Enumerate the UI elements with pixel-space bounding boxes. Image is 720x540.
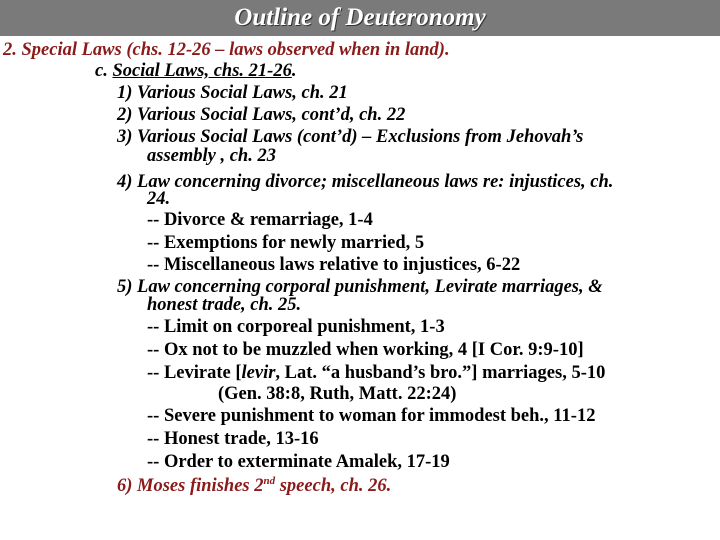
item-6-pre: 6) Moses finishes 2	[117, 476, 264, 496]
item-4-line1: 4) Law concerning divorce; miscellaneous laws re: injustices, ch.	[117, 172, 614, 192]
item-5-sub-3	[147, 363, 605, 383]
item-6-post: speech, ch. 26.	[275, 476, 392, 496]
subsection-c	[95, 61, 296, 81]
item-4-sub-3: -- Miscellaneous laws relative to injustices, 6-22	[147, 255, 521, 275]
subsection-c-suffix: .	[291, 61, 297, 81]
section-heading	[3, 40, 450, 60]
item-5-sub-4: -- Severe punishment to woman for immodest beh., 11-12	[147, 406, 596, 426]
item-5-sub-3-refs: (Gen. 38:8, Ruth, Matt. 22:24)	[218, 384, 457, 404]
item-3-line2: assembly , ch. 23	[147, 146, 276, 166]
heading-text: 2. Special Laws (chs. 12-26 – laws observed when in land).	[3, 40, 450, 60]
slide-title: Outline of Deuteronomy	[234, 4, 486, 31]
item-5-sub-3-pre: -- Levirate [	[147, 363, 242, 383]
subsection-c-prefix: c.	[95, 61, 113, 81]
item-5-line1: 5) Law concerning corporal punishment, Levirate marriages, &	[117, 277, 603, 297]
item-5-sub-5: -- Honest trade, 13-16	[147, 429, 319, 449]
item-6	[117, 476, 391, 496]
item-5-sub-3-post: , Lat. “a husband’s bro.”] marriages, 5-10	[275, 363, 606, 383]
title-bar	[0, 0, 720, 36]
item-5-sub-6: -- Order to exterminate Amalek, 17-19	[147, 452, 450, 472]
item-4-sub-1: -- Divorce & remarriage, 1-4	[147, 210, 373, 230]
item-3-line1: 3) Various Social Laws (cont’d) – Exclusions from Jehovah’s	[117, 127, 584, 147]
item-4-line2: 24.	[147, 189, 171, 209]
subsection-c-title: Social Laws, chs. 21-26	[112, 61, 292, 81]
item-4-sub-2: -- Exemptions for newly married, 5	[147, 233, 425, 253]
item-1: 1) Various Social Laws, ch. 21	[117, 83, 348, 103]
item-5-sub-1: -- Limit on corporeal punishment, 1-3	[147, 317, 445, 337]
item-5-sub-2: -- Ox not to be muzzled when working, 4 [I Cor. 9:9-10]	[147, 340, 584, 360]
item-2: 2) Various Social Laws, cont’d, ch. 22	[117, 105, 406, 125]
item-5-line2: honest trade, ch. 25.	[147, 295, 302, 315]
item-5-sub-3-levir: levir	[241, 363, 276, 383]
item-6-sup: nd	[263, 474, 276, 487]
